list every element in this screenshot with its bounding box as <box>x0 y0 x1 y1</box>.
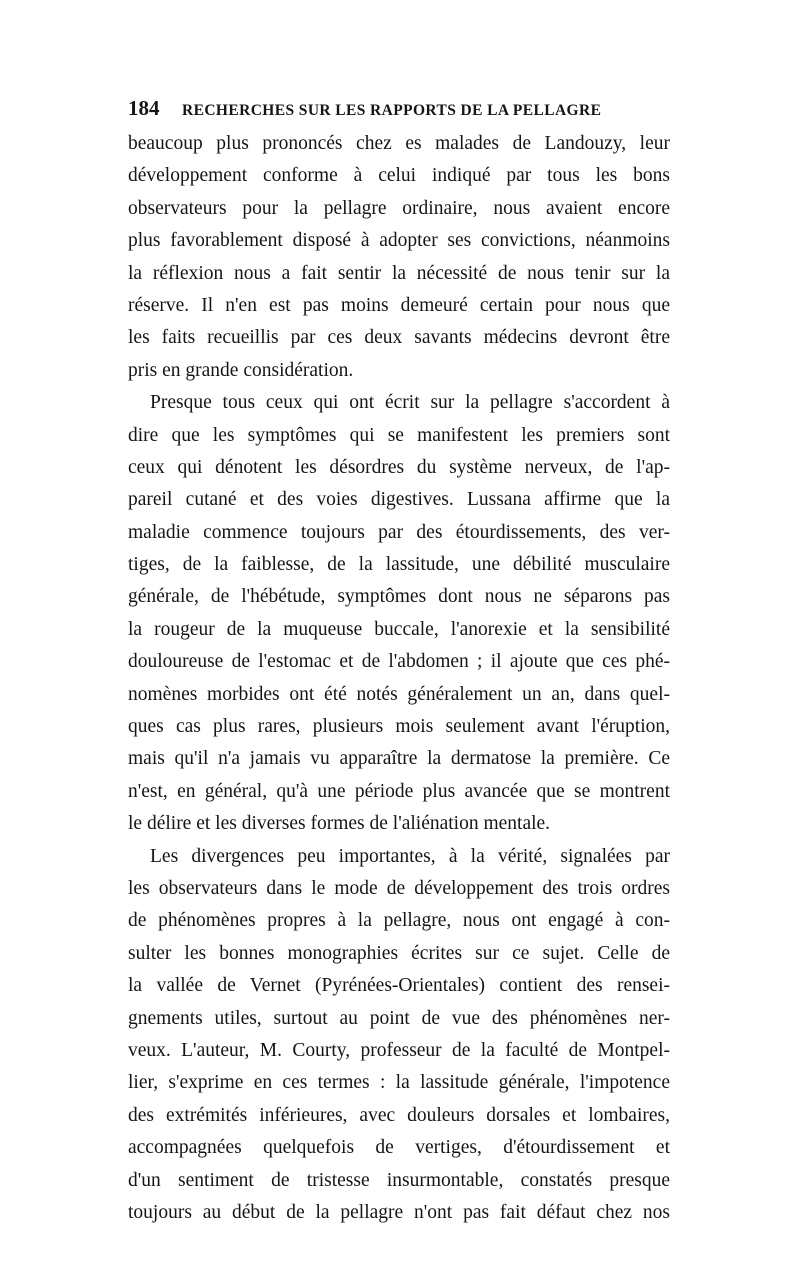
text-line: sulter les bonnes monographies écrites sur ce sujet. Celle de <box>128 942 670 964</box>
text-line: Les divergences peu importantes, à la vérité, signalées par <box>150 845 670 867</box>
running-head <box>128 96 670 126</box>
text-line: mais qu'il n'a jamais vu apparaître la dermatose la première. Ce <box>128 748 670 770</box>
text-line: beaucoup plus prononcés chez es malades de Landouzy, leur <box>128 133 670 154</box>
text-line: de phénomènes propres à la pellagre, nous ont engagé à con- <box>128 910 670 932</box>
text-line: la rougeur de la muqueuse buccale, l'anorexie et la sensibilité <box>128 618 670 640</box>
text-line: veux. L'auteur, M. Courty, professeur de la faculté de Montpel- <box>128 1039 670 1061</box>
text-line: d'un sentiment de tristesse insurmontable, constatés presque <box>128 1169 670 1191</box>
paragraph-3 <box>128 841 670 1230</box>
text-line: les faits recueillis par ces deux savants médecins devront être <box>128 327 670 349</box>
text-line: toujours au début de la pellagre n'ont pas fait défaut chez nos <box>128 1201 670 1223</box>
paragraph-2 <box>128 387 670 840</box>
text-line: observateurs pour la pellagre ordinaire, nous avaient encore <box>128 197 670 219</box>
text-line: n'est, en général, qu'à une période plus avancée que se montrent <box>128 780 670 802</box>
text-line: réserve. Il n'en est pas moins demeuré certain pour nous que <box>128 294 670 316</box>
text-line: pris en grande considération. <box>128 359 354 381</box>
text-line: les observateurs dans le mode de développement des trois ordres <box>128 877 670 899</box>
text-line: des extrémités inférieures, avec douleurs dorsales et lombaires, <box>128 1104 670 1126</box>
text-line: accompagnées quelquefois de vertiges, d'étourdissement et <box>128 1137 670 1159</box>
text-line: douloureuse de l'estomac et de l'abdomen ; il ajoute que ces phé- <box>128 651 670 673</box>
text-line: nomènes morbides ont été notés généralement un an, dans quel- <box>128 683 670 705</box>
text-line: le délire et les diverses formes de l'aliénation mentale. <box>128 813 551 835</box>
text-line: ques cas plus rares, plusieurs mois seulement avant l'éruption, <box>128 716 670 738</box>
text-line: la vallée de Vernet (Pyrénées-Orientales) contient des rensei- <box>128 975 670 997</box>
text-line: tiges, de la faiblesse, de la lassitude, une débilité musculaire <box>128 554 670 576</box>
text-line: générale, de l'hébétude, symptômes dont nous ne séparons pas <box>128 586 670 608</box>
text-line: pareil cutané et des voies digestives. Lussana affirme que la <box>128 489 670 511</box>
text-line: plus favorablement disposé à adopter ses convictions, néanmoins <box>128 230 670 252</box>
book-page <box>128 96 670 1229</box>
text-line: Presque tous ceux qui ont écrit sur la pellagre s'accordent à <box>150 392 670 414</box>
running-title: RECHERCHES SUR LES RAPPORTS DE LA PELLAGRE <box>182 102 602 119</box>
text-line: dire que les symptômes qui se manifestent les premiers sont <box>128 424 670 446</box>
text-line: développement conforme à celui indiqué par tous les bons <box>128 165 670 187</box>
paragraph-1 <box>128 128 670 387</box>
text-line: maladie commence toujours par des étourdissements, des ver- <box>128 521 670 543</box>
text-line: ceux qui dénotent les désordres du système nerveux, de l'ap- <box>128 456 670 478</box>
text-line: gnements utiles, surtout au point de vue des phénomènes ner- <box>128 1007 670 1029</box>
text-line: la réflexion nous a fait sentir la nécessité de nous tenir sur la <box>128 262 670 284</box>
text-line: lier, s'exprime en ces termes : la lassitude générale, l'impotence <box>128 1072 670 1094</box>
page-number: 184 <box>128 96 160 120</box>
